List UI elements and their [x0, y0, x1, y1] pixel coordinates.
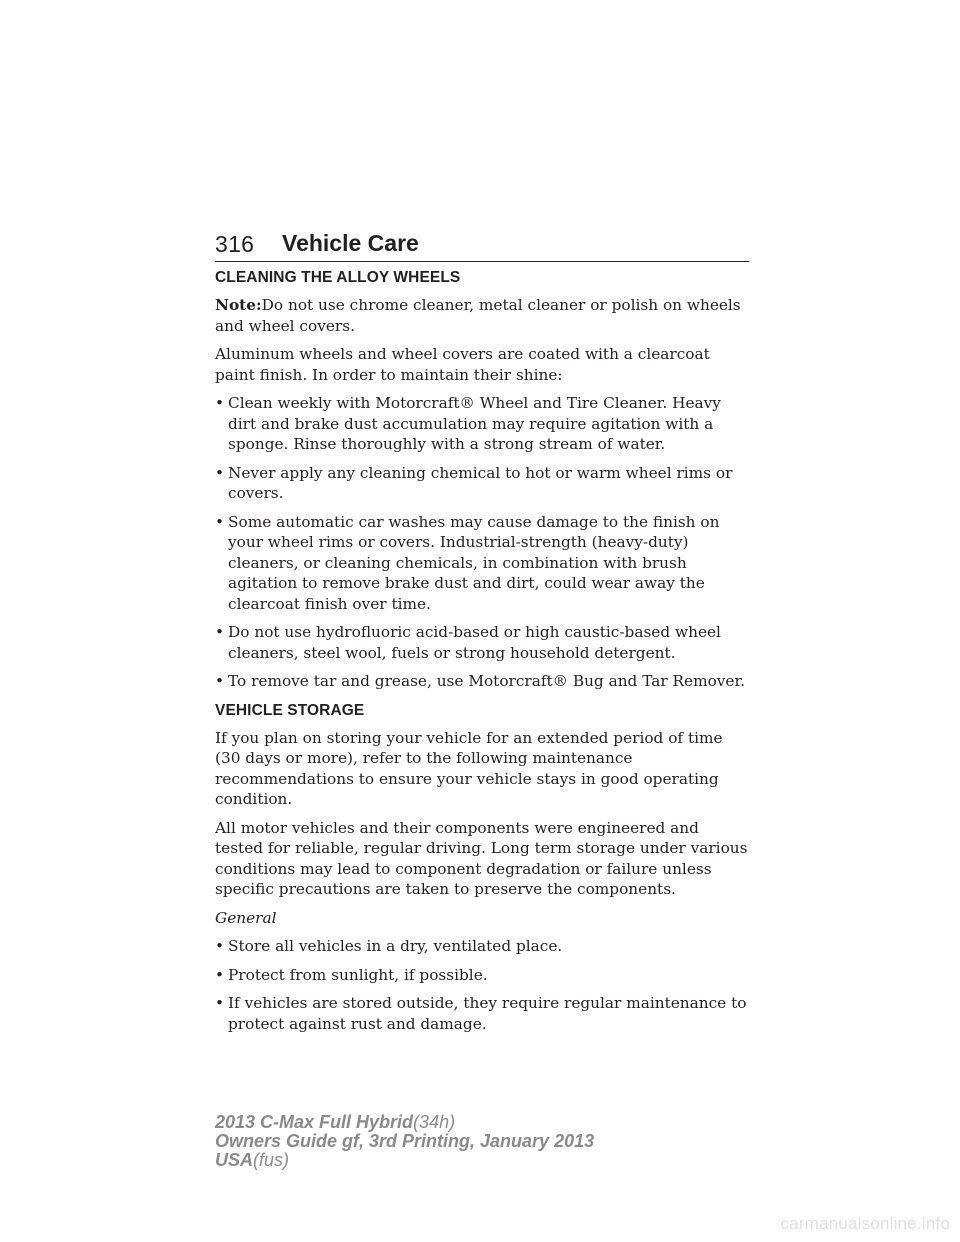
general-subheading: General [215, 908, 277, 927]
footer-market-code: (fus) [253, 1150, 290, 1170]
alloy-wheels-intro: Aluminum wheels and wheel covers are coated with a clearcoat paint finish. In order to maintain their shine: [215, 345, 710, 384]
bullet-icon: • [215, 965, 225, 984]
page-number: 316 [215, 231, 255, 257]
footer-line-3 [215, 1151, 594, 1170]
list-item-text: To remove tar and grease, use Motorcraft® Bug and Tar Remover. [228, 672, 745, 690]
vehicle-storage-bullet-list [215, 936, 749, 1034]
bullet-icon: • [215, 463, 225, 482]
list-item [215, 622, 749, 663]
bullet-icon: • [215, 623, 225, 641]
list-item-text: If vehicles are stored outside, they require regular maintenance to protect against rust and damage. [228, 994, 747, 1033]
list-item [215, 965, 749, 986]
section-title: Vehicle Care [282, 230, 419, 256]
list-item-text: Store all vehicles in a dry, ventilated place. [228, 937, 563, 955]
bullet-icon: • [215, 672, 225, 690]
list-item-text: Do not use hydrofluoric acid-based or high caustic-based wheel cleaners, steel wool, fuels or strong household detergent. [228, 623, 721, 662]
footer-market: USA [215, 1150, 254, 1170]
alloy-wheels-heading: CLEANING THE ALLOY WHEELS [215, 269, 461, 286]
list-item [215, 936, 749, 957]
footer-line-2: Owners Guide gf, 3rd Printing, January 2013 [215, 1131, 595, 1151]
vehicle-storage-para-1: If you plan on storing your vehicle for an extended period of time (30 days or more), refer to the following maintenance recommendations to ensure your vehicle stays in good operating condition. [215, 728, 723, 808]
page-content [215, 268, 749, 1042]
note-paragraph [215, 295, 749, 336]
alloy-wheels-bullet-list [215, 393, 749, 692]
list-item-text: Some automatic car washes may cause damage to the finish on your wheel rims or covers. Industrial-strength (heavy-duty) cleaners, or cleaning chemicals, in combination with brush agitation to remove brake dust and dirt, could wear away the clearcoat finish over time. [228, 512, 720, 613]
bullet-icon: • [215, 994, 225, 1012]
list-item [215, 393, 749, 455]
vehicle-storage-para-2: All motor vehicles and their components were engineered and tested for reliable, regular driving. Long term storage under various conditions may lead to component degradation or failure unless specific precautions are taken to preserve the components. [215, 818, 748, 898]
footer-line-1 [215, 1113, 594, 1132]
bullet-icon: • [215, 394, 225, 412]
list-item [215, 671, 749, 692]
bullet-icon: • [215, 937, 225, 955]
vehicle-storage-heading: VEHICLE STORAGE [215, 701, 365, 719]
bullet-icon: • [215, 512, 225, 531]
list-item-text: Never apply any cleaning chemical to hot or warm wheel rims or covers. [228, 463, 733, 502]
document-footer [215, 1113, 594, 1170]
footer-model-code: (34h) [413, 1112, 456, 1132]
page-header [215, 229, 749, 262]
list-item [215, 463, 749, 504]
note-text: Do not use chrome cleaner, metal cleaner or polish on wheels and wheel covers. [215, 296, 741, 335]
footer-model: 2013 C-Max Full Hybrid [215, 1112, 414, 1132]
list-item [215, 993, 749, 1034]
watermark: carmanualsonline.info [780, 1214, 950, 1233]
list-item-text: Protect from sunlight, if possible. [228, 965, 488, 984]
note-label: Note: [215, 296, 262, 314]
list-item [215, 512, 749, 615]
list-item-text: Clean weekly with Motorcraft® Wheel and Tire Cleaner. Heavy dirt and brake dust accumulation may require agitation with a sponge. Rinse thoroughly with a strong stream of water. [228, 394, 721, 453]
